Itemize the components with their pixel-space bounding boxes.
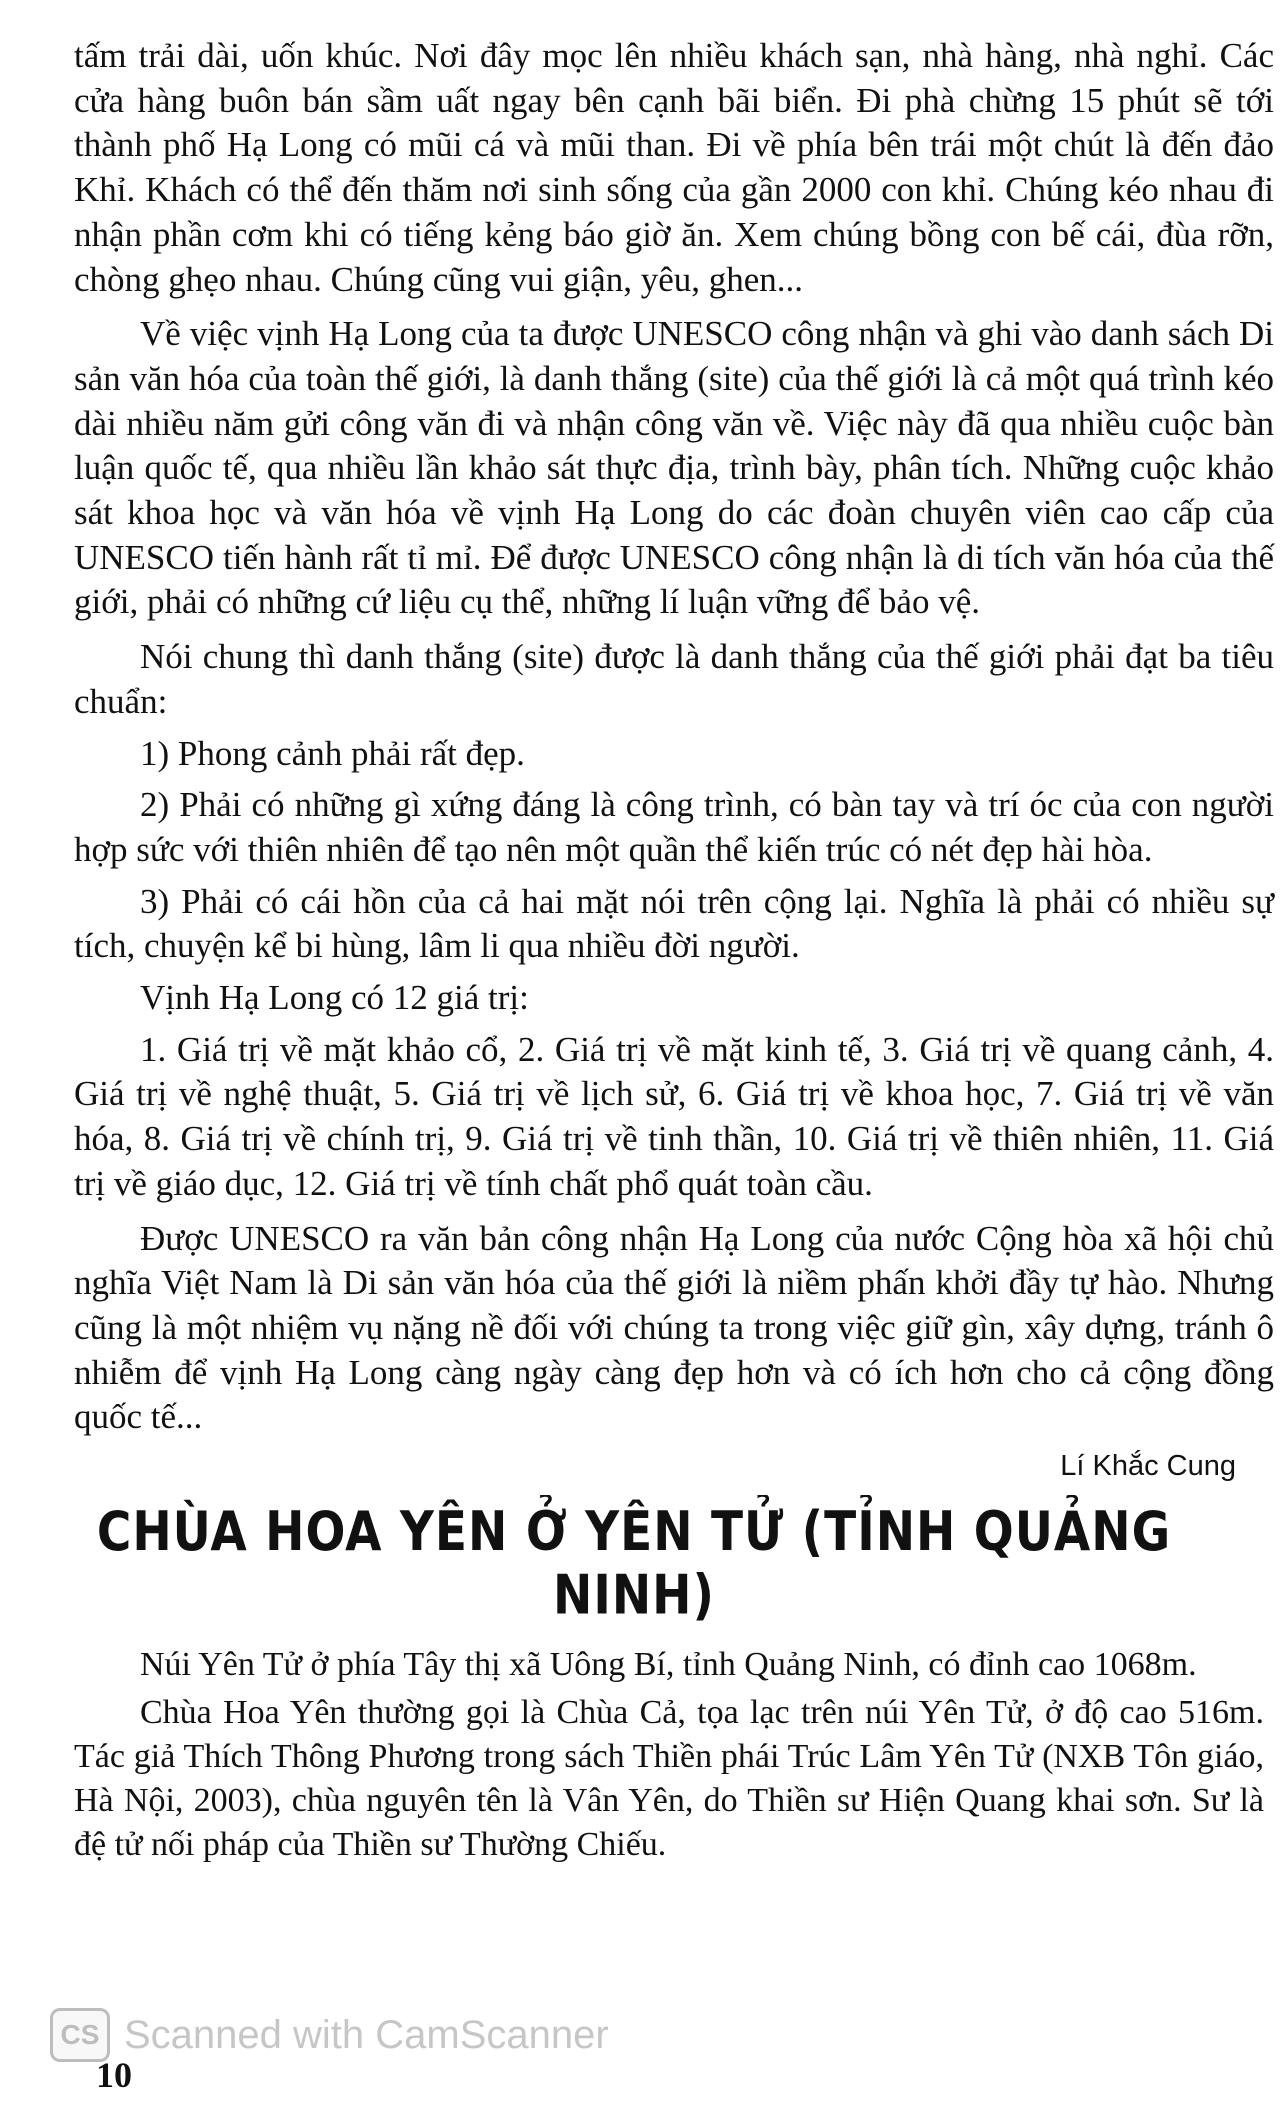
section-paragraph-2: Chùa Hoa Yên thường gọi là Chùa Cả, tọa lạc trên núi Yên Tử, ở độ cao 516m. Tác giả Thích Thông Phương trong sách Thiền phái Trúc Lâm Yên Tử (NXB Tôn giáo, Hà Nội, 2003), chùa nguyên tên là Vân Yên, do Thiền sư Hiện Quang khai sơn. Sư là đệ tử nối pháp của Thiền sư Thường Chiếu. [74,1694,1264,1864]
section-paragraph-1: Núi Yên Tử ở phía Tây thị xã Uông Bí, tỉnh Quảng Ninh, có đỉnh cao 1068m. [140,1646,1197,1684]
section-body [74,1643,1264,1867]
section-title: CHÙA HOA YÊN Ở YÊN TỬ (TỈNH QUẢNG NINH) [96,1500,1172,1628]
paragraph-continuation: tấm trải dài, uốn khúc. Nơi đây mọc lên nhiều khách sạn, nhà hàng, nhà nghỉ. Các cửa hàng buôn bán sầm uất ngay bên cạnh bãi biển. Đi phà chừng 15 phút sẽ tới thành phố Hạ Long có mũi cá và mũi than. Đi về phía bên trái một chút là đến đảo Khỉ. Khách có thể đến thăm nơi sinh sống của gần 2000 con khỉ. Chúng kéo nhau đi nhận phần cơm khi có tiếng kẻng báo giờ ăn. Xem chúng bồng con bế cái, đùa rỡn, chòng ghẹo nhau. Chúng cũng vui giận, yêu, ghen... [74,36,1274,299]
paragraph-unesco: Về việc vịnh Hạ Long của ta được UNESCO công nhận và ghi vào danh sách Di sản văn hóa của toàn thế giới, là danh thắng (site) của thế giới là cả một quá trình kéo dài nhiều năm gửi công văn đi và nhận công văn về. Việc này đã qua nhiều cuộc bàn luận quốc tế, qua nhiều lần khảo sát thực địa, trình bày, phân tích. Những cuộc khảo sát khoa học và văn hóa về vịnh Hạ Long do các đoàn chuyên viên cao cấp của UNESCO tiến hành rất tỉ mỉ. Để được UNESCO công nhận là di tích văn hóa của thế giới, phải có những cứ liệu cụ thể, những lí luận vững để bảo vệ. [74,314,1274,622]
paragraph-criteria-intro: Nói chung thì danh thắng (site) được là danh thắng của thế giới phải đạt ba tiêu chuẩn: [74,637,1274,721]
criterion-2: 2) Phải có những gì xứng đáng là công trình, có bàn tay và trí óc của con người hợp sức với thiên nhiên để tạo nên một quần thể kiến trúc có nét đẹp hài hòa. [74,785,1274,869]
article-body [74,34,1274,1440]
criterion-3: 3) Phải có cái hồn của cả hai mặt nói trên cộng lại. Nghĩa là phải có nhiều sự tích, chuyện kể bi hùng, lâm li qua nhiều đời người. [74,881,1274,966]
scanner-watermark [50,2008,609,2062]
criterion-1: 1) Phong cảnh phải rất đẹp. [140,733,525,773]
values-list: 1. Giá trị về mặt khảo cổ, 2. Giá trị về mặt kinh tế, 3. Giá trị về quang cảnh, 4. Giá trị về nghệ thuật, 5. Giá trị về lịch sử, 6. Giá trị về khoa học, 7. Giá trị về văn hóa, 8. Giá trị về chính trị, 9. Giá trị về tinh thần, 10. Giá trị về thiên nhiên, 11. Giá trị về giáo dục, 12. Giá trị về tính chất phổ quát toàn cầu. [74,1029,1274,1203]
camscanner-logo-icon: CS [50,2008,110,2062]
paragraph-conclusion: Được UNESCO ra văn bản công nhận Hạ Long của nước Cộng hòa xã hội chủ nghĩa Việt Nam là Di sản văn hóa của thế giới là niềm phấn khởi đầy tự hào. Nhưng cũng là một nhiệm vụ nặng nề đối với chúng ta trong việc giữ gìn, xây dựng, tránh ô nhiễm để vịnh Hạ Long càng ngày càng đẹp hơn và có ích hơn cho cả cộng đồng quốc tế... [74,1218,1274,1437]
page-number: 10 [96,2055,132,2095]
author-signature: Lí Khắc Cung [1060,1450,1236,1483]
values-intro: Vịnh Hạ Long có 12 giá trị: [140,978,529,1018]
watermark-text: Scanned with CamScanner [124,2012,609,2057]
